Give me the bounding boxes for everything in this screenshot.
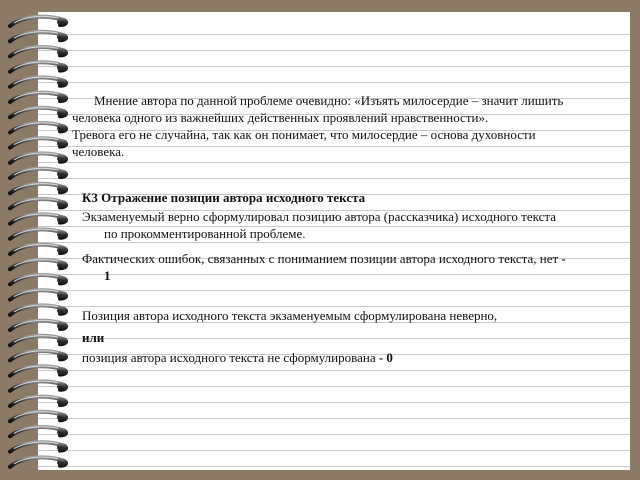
- criterion-item-4: [82, 349, 612, 366]
- binding-ring: [10, 412, 67, 422]
- binding-ring: [10, 168, 67, 178]
- intro-line-1: Мнение автора по данной проблеме очевидно: «Изъять милосердие – значит лишить: [94, 93, 564, 108]
- binding-ring: [10, 184, 67, 194]
- binding-ring: [10, 108, 67, 118]
- binding-ring: [10, 138, 67, 148]
- binding-ring: [10, 153, 67, 163]
- binding-ring: [10, 16, 67, 26]
- intro-line-2: человека одного из важнейших действенных проявлений нравственности».: [72, 110, 489, 125]
- criterion-item-4-text: позиция автора исходного текста не сформулирована: [82, 350, 376, 365]
- binding-ring: [10, 199, 67, 209]
- criterion-item-2-line-1: Фактических ошибок, связанных с пониманием позиции автора исходного текста, нет: [82, 251, 559, 266]
- criterion-item-3: Позиция автора исходного текста экзаменуемым сформулирована неверно,: [82, 308, 498, 323]
- binding-ring: [10, 47, 67, 57]
- criterion-item-1-line-2: по прокомментированной проблеме.: [104, 226, 306, 241]
- binding-ring: [10, 244, 67, 254]
- binding-ring: [10, 457, 67, 467]
- criterion-item-4-score: - 0: [378, 350, 393, 365]
- binding-ring: [10, 77, 67, 87]
- binding-ring: [10, 442, 67, 452]
- criterion-heading: К3 Отражение позиции автора исходного текста: [82, 190, 366, 205]
- intro-line-3: Тревога его не случайна, так как он понимает, что милосердие – основа духовности: [72, 127, 536, 142]
- criterion-item-1-line-1: Экзаменуемый верно сформулировал позицию автора (рассказчика) исходного текста: [82, 209, 556, 224]
- spiral-binding: [0, 0, 80, 480]
- binding-ring: [10, 229, 67, 239]
- binding-ring: [10, 123, 67, 133]
- binding-ring: [10, 366, 67, 376]
- binding-ring: [10, 320, 67, 330]
- binding-ring: [10, 260, 67, 270]
- criterion-or: или: [82, 330, 105, 345]
- binding-ring: [10, 381, 67, 391]
- binding-ring: [10, 62, 67, 72]
- criterion-item-2-score: 1: [104, 268, 111, 283]
- binding-ring: [10, 396, 67, 406]
- intro-paragraph: [72, 92, 612, 160]
- binding-ring: [10, 214, 67, 224]
- binding-ring: [10, 92, 67, 102]
- binding-ring: [10, 336, 67, 346]
- binding-ring: [10, 305, 67, 315]
- binding-ring: [10, 427, 67, 437]
- criterion-item-2: [82, 250, 612, 284]
- binding-ring: [10, 351, 67, 361]
- intro-line-4: человека.: [72, 144, 125, 159]
- binding-ring: [10, 32, 67, 42]
- binding-ring: [10, 290, 67, 300]
- criterion-item-2-score-dash: -: [561, 251, 566, 266]
- binding-ring: [10, 275, 67, 285]
- criterion-item-1: [82, 208, 612, 242]
